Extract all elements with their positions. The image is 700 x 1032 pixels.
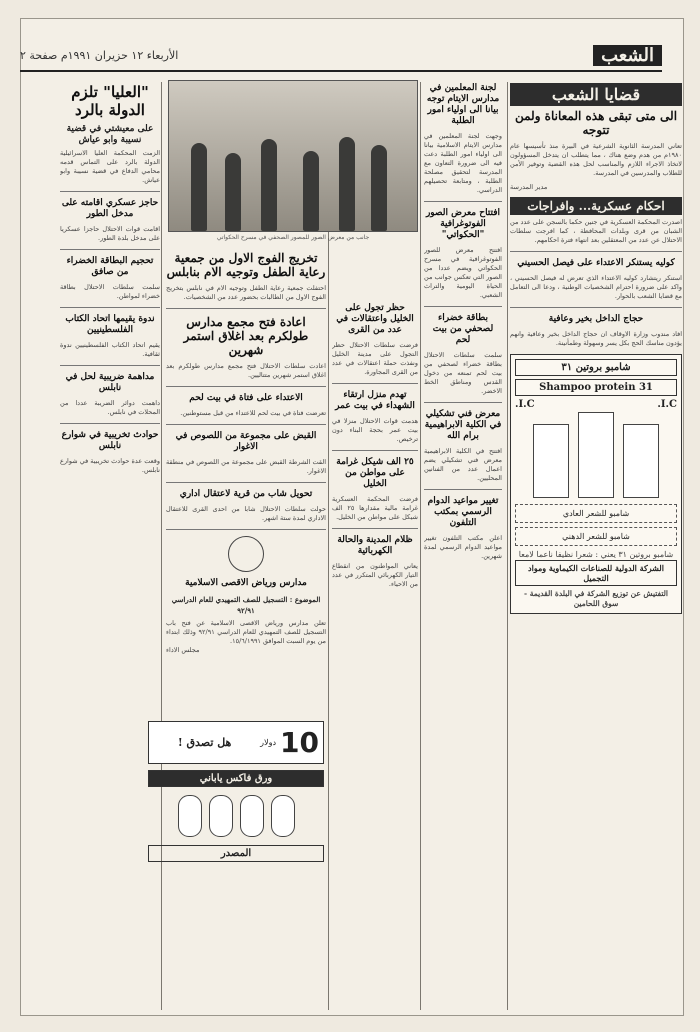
ad-brand-english: Shampoo protein 31 [515, 379, 677, 396]
divider [60, 249, 160, 250]
photo-caption: جانب من معرض الصور للمصور الصحفي في مسرح الحكواتي [216, 234, 370, 241]
article-headline: حجاج الداخل بخير وعافية [548, 314, 644, 324]
section-badge: قضايا الشعب [510, 83, 682, 106]
ad-slogan: شامبو بروتين ٣١ يعني : شعرا نظيفا ناعما لامعا [518, 550, 674, 559]
divider [60, 423, 160, 424]
paper-roll-icon [271, 795, 295, 837]
article-text: اعادت سلطات الاحتلال فتح مجمع مدارس طولكرم بعد اغلاق استمر شهرين متتاليين. [166, 362, 326, 379]
article-headline: تحجيم البطاقة الخضراء من صافق [66, 256, 154, 277]
page-header [20, 40, 662, 72]
military-rulings-headline: احكام عسكرية... وافراجات [510, 197, 682, 215]
shampoo-bottles [515, 410, 677, 500]
article-text: اعلن مكتب التلفون تغيير مواعيد الدوام الرسمي لمدة شهرين. [424, 534, 502, 560]
column-b [424, 80, 502, 1012]
price-label: هل تصدق ! [177, 736, 232, 749]
military-rulings-text: اصدرت المحكمة العسكرية في جنين حكما بالسجن على عدد من الشبان من قرى وبلدات المحافظة ، كما افرجت سلطات الاحتلال عن عدد من المعتقلين بعد انتهاء فترة احكامهم. [510, 218, 682, 244]
divider [166, 529, 326, 530]
article-headline: ظلام المدينة والحالة الكهربائية [337, 535, 413, 556]
article-headline: حوادث تخريبية في شوارع نابلس [61, 430, 159, 451]
article-headline: حاجز عسكري اقامته على مدخل الطور [61, 198, 159, 219]
shampoo-advertisement [510, 354, 682, 614]
article-headline: مداهمة ضريبية لحل في نابلس [65, 372, 155, 393]
divider [424, 402, 502, 403]
divider [424, 201, 502, 202]
bottle-icon [623, 424, 659, 498]
article-headline: "العليا" تلزم الدولة بالرد [71, 83, 149, 119]
bottle-icon [533, 424, 569, 498]
paper-roll-icon [209, 795, 233, 837]
school-seal-icon [228, 536, 264, 572]
article-text: استنكر ريتشارد كوليه الاعتداء الذي تعرض له فيصل الحسيني ، واكد على ضرورة احترام الشخصيات الوطنية ، ودعا الى التعامل مع قضايا الشعب بالحوار. [510, 274, 682, 300]
bottle-icon [578, 412, 614, 498]
divider [166, 308, 326, 309]
notice-text: تعلن مدارس ورياض الاقصى الاسلامية عن فتح باب التسجيل للصف التمهيدي للعام الدراسي ٩٢/٩١ وذلك ابتداء من يوم السبت الموافق ١٥/٦/١٩٩١. [166, 619, 326, 645]
fax-paper-advertisement [148, 715, 324, 1010]
article-text: فرضت سلطات الاحتلال حظر التجول على مدينة الخليل ونفذت حملة اعتقالات في عدد من القرى المجاورة. [332, 341, 418, 376]
article-text: افتتح معرض للصور الفوتوغرافية في مسرح الحكواتي ويضم عددا من الصور التي تعكس جوانب من الحياة اليومية والتراث الشعبي. [424, 246, 502, 299]
notice-title: مدارس ورياض الاقصى الاسلامية [185, 578, 307, 588]
divider [166, 386, 326, 387]
price-box [148, 721, 324, 764]
divider [166, 424, 326, 425]
article-text: افاد مندوب وزارة الاوقاف ان حجاج الداخل بخير وعافية وانهم يؤدون مناسك الحج بكل يسر وسهولة وطمأنينة. [510, 330, 682, 347]
price-unit: دولار [260, 738, 277, 747]
article-text: داهمت دوائر الضريبة عددا من المحلات في نابلس. [60, 399, 160, 416]
divider [60, 365, 160, 366]
divider [60, 191, 160, 192]
price-value: 10 [280, 726, 319, 759]
divider [510, 307, 682, 308]
article-text: احتفلت جمعية رعاية الطفل وتوجيه الام في نابلس بتخريج الفوج الاول من الطالبات بحضور عدد من الشخصيات. [166, 284, 326, 301]
article-headline: تحويل شاب من قرية لاعتقال اداري [179, 489, 313, 499]
article-text: يعاني المواطنون من انقطاع التيار الكهربائي المتكرر في عدد من الاحياء. [332, 562, 418, 588]
article-text: هدمت قوات الاحتلال منزلا في بيت عمر بحجة البناء دون ترخيص. [332, 417, 418, 443]
column-divider [420, 82, 421, 1010]
ad-distribution: التفتيش عن توزيع الشركة في البلدة القديمة - سوق اللحامين [524, 589, 668, 608]
article-headline: كوليه يستنكر الاعتداء على فيصل الحسيني [517, 258, 675, 268]
paper-roll-icon [178, 795, 202, 837]
article-headline: القبض على مجموعة من اللصوص في الاغوار [175, 431, 317, 452]
article-headline: لجنة المعلمين في مدارس الايتام توجه بيانا الى اولياء امور الطلبة [426, 83, 500, 126]
divider [60, 307, 160, 308]
fax-product-name: ورق فاكس ياباني [148, 770, 324, 787]
ad-company: الشركة الدولية للصناعات الكيماوية ومواد التجميل [515, 560, 677, 586]
ad-logo-left: I.C. [657, 399, 677, 410]
header-date: الأربعاء ١٢ حزيران ١٩٩١م صفحة ٢ [20, 48, 179, 62]
article-subheadline: على معيشتي في قضية نسيبة وابو عياش [66, 124, 154, 145]
article-headline: ٢٥ الف شيكل غرامة على مواطن من الخليل [336, 457, 414, 489]
article-text: القت الشرطة القبض على مجموعة من اللصوص في منطقة الاغوار. [166, 458, 326, 475]
article-text: يقيم اتحاد الكتاب الفلسطينيين ندوة ثقافية. [60, 341, 160, 358]
article-text: اقامت قوات الاحتلال حاجزا عسكريا على مدخل بلدة الطور. [60, 225, 160, 242]
notice-subtitle: الموضوع : التسجيل للصف التمهيدي للعام الدراسي ٩٢/٩١ [171, 595, 321, 615]
article-headline: الاعتداء على فتاة في بيت لحم [189, 393, 303, 403]
lead-headline: الى متى تبقى هذه المعاناة ولمن تتوجه [514, 109, 678, 137]
article-text: وجهت لجنة المعلمين في مدارس الايتام الاسلامية بيانا الى اولياء امور الطلبة دعت فيه الى ضرورة التعاون مع المدرسة لتحقيق مصلحة الطلبة ، ومتابعة تحصيلهم الدراسي. [424, 132, 502, 194]
article-text: حولت سلطات الاحتلال شابا من احدى القرى للاعتقال الاداري لمدة ستة اشهر. [166, 505, 326, 522]
article-text: وقعت عدة حوادث تخريبية في شوارع نابلس. [60, 457, 160, 474]
article-headline: تهدم منزل ارتقاء الشهداء في بيت عمر [335, 390, 415, 411]
column-e [60, 80, 160, 1012]
ad-variant-oily: شامبو للشعر الدهني [515, 527, 677, 546]
article-headline: افتتاح معرض الصور الفوتوغرافية "الحكواتي" [425, 208, 501, 240]
article-text: سلمت سلطات الاحتلال بطاقة خضراء لمواطن. [60, 283, 160, 300]
article-text: سلمت سلطات الاحتلال بطاقة خضراء لصحفي من بيت لحم تمنعه من دخول القدس ومناطق الخط الاخضر. [424, 351, 502, 395]
ad-variant-normal: شامبو للشعر العادي [515, 504, 677, 523]
article-headline: اعادة فتح مجمع مدارس طولكرم بعد اغلاق استمر شهرين [183, 315, 309, 357]
paper-roll-icon [240, 795, 264, 837]
article-text: فرضت المحكمة العسكرية غرامة مالية مقدارها ٢٥ الف شيكل على مواطن من الخليل. [332, 495, 418, 521]
fax-rolls [148, 793, 324, 839]
divider [424, 489, 502, 490]
article-headline: ندوة يقيمها اتحاد الكتاب الفلسطينيين [65, 314, 155, 335]
article-headline: بطاقة خضراء لصحفي من بيت لحم [432, 313, 494, 345]
article-text: الزمت المحكمة العليا الاسرائيلية الدولة بالرد على التماس قدمه محامي الدفاع في قضية نسيبة وابو عياش. [60, 149, 160, 184]
ad-brand-arabic: شامبو بروتين ٣١ [515, 359, 677, 376]
divider [510, 251, 682, 252]
notice-signature: مجلس الاداء [166, 646, 200, 654]
masthead-logo: الشعب [593, 45, 662, 66]
ad-logo-right: I.C. [515, 399, 535, 410]
divider [166, 482, 326, 483]
column-divider [507, 82, 508, 1010]
divider [424, 306, 502, 307]
lead-article-text: تعاني المدرسة الثانوية الشرعية في البيرة منذ تأسيسها عام ١٩٨٠م من هدم وضع هناك ، مما يتطلب ان يتدخل المسؤولون لاتخاذ الاجراء اللازم والمناسب لحل هذه القضية وتوفير الأمن للطلاب والمدرسين في المدرسة. مدير المدرسة [510, 142, 682, 191]
exhibition-photo [168, 80, 418, 232]
article-headline: تخريج الفوج الاول من جمعية رعاية الطفل وتوجيه الام بنابلس [166, 251, 326, 279]
article-headline: حظر تجول على الخليل واعتقالات في عدد من القرى [336, 303, 414, 335]
column-a [510, 80, 682, 1012]
fax-company: المصدر [148, 845, 324, 862]
article-text: تعرضت فتاة في بيت لحم للاعتداء من قبل مستوطنين. [180, 409, 326, 417]
article-headline: معرض فني تشكيلي في الكلية الابراهيمية برام الله [424, 409, 502, 441]
article-headline: تغيير مواعيد الدوام الرسمي بمكتب التلفون [427, 496, 499, 528]
article-text: افتتح في الكلية الابراهيمية معرض فني تشكيلي يضم اعمال عدد من الفنانين المحليين. [424, 447, 502, 482]
